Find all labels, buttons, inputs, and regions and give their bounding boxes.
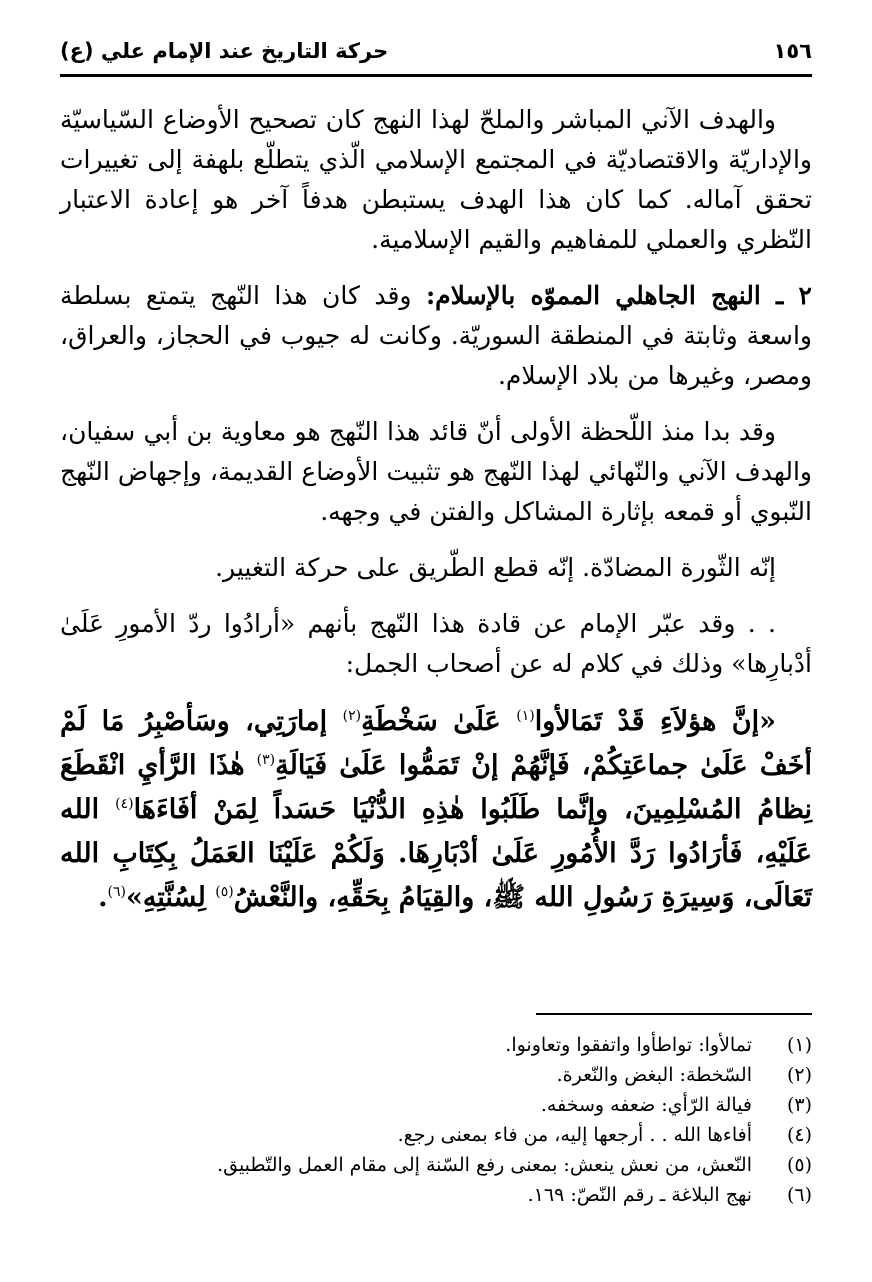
page-header xyxy=(60,34,812,68)
paragraph-4: إنّه الثّورة المضادّة. إنّه قطع الطّريق على حركة التغيير. xyxy=(215,553,776,582)
footnote-text: تمالأوا: تواطأوا واتفقوا وتعاونوا. xyxy=(505,1034,752,1056)
section-heading: ٢ ـ النهج الجاهلي المموّه بالإسلام: xyxy=(425,281,812,310)
paragraph-2-text: وقد كان هذا النّهج يتمتع بسلطة واسعة وثابتة في المنطقة السوريّة. وكانت له جيوب في الحجاز، والعراق، ومصر، وغيرها من بلاد الإسلام. xyxy=(60,281,812,390)
paragraph-5: . . وقد عبّر الإمام عن قادة هذا النّهج بأنهم «أرادُوا ردّ الأمورِ عَلَىٰ أدْبارِها» وذلك في كلام له عن أصحاب الجمل: xyxy=(60,609,812,678)
running-title: حركة التاريخ عند الإمام علي (ع) xyxy=(60,39,389,63)
footnote-number: (٢) xyxy=(786,1064,812,1086)
quote-segment: إمارَتِي، وسَأصْبِرُ مَا لَمْ أخَفْ عَلَىٰ جماعَتِكُمْ، فَإنَّهُمْ إنْ تَمَمُّوا عَلَىٰ فَيَالَةِ xyxy=(60,706,812,781)
footnote-text: النّعش، من نعش ينعش: بمعنى رفع السّنة إلى مقام العمل والتّطبيق. xyxy=(217,1154,752,1176)
footnote-text: أفاءها الله . . أرجعها إليه، من فاء بمعنى رجع. xyxy=(397,1124,752,1146)
footnote-number: (٣) xyxy=(786,1094,812,1116)
footnote-ref: (٤) xyxy=(115,796,134,812)
footnote-item xyxy=(60,1120,812,1150)
footnote-item xyxy=(60,1030,812,1060)
footnote-text: السّخطة: البغض والنّعرة. xyxy=(556,1064,752,1086)
footnote-number: (٦) xyxy=(786,1184,812,1206)
quote-segment: عَلَىٰ سَخْطَةِ xyxy=(361,706,517,737)
header-divider xyxy=(60,74,812,77)
quote-segment: «إنَّ هؤلاَءِ قَدْ تَمَالأوا xyxy=(534,706,777,737)
footnote-number: (٥) xyxy=(786,1154,812,1176)
footnote-number: (١) xyxy=(786,1034,812,1056)
quote-segment: الله عَلَيْهِ، فَأرَادُوا رَدَّ الأُمُورِ عَلَىٰ أدْبَارِهَا. وَلَكُمْ عَلَيْنَا العَمَلُ بِكِتَابِ الله تَعَالَى، وَسِيرَةِ رَسُولِ الله ﷺ، والقِيَامُ بِحَقِّهِ، والنَّعْشُ xyxy=(60,794,812,913)
quote-segment: . xyxy=(98,882,108,913)
footnote-item xyxy=(60,1150,812,1180)
imam-quote xyxy=(60,700,812,920)
footnote-ref: (٢) xyxy=(342,708,362,724)
footnote-text: نهج البلاغة ـ رقم النّصّ: ١٦٩. xyxy=(527,1184,752,1206)
quote-segment: لِسُنَّتِهِ» xyxy=(125,882,216,913)
footnote-ref: (٥) xyxy=(215,884,234,900)
footnote-ref: (٣) xyxy=(256,752,276,768)
footnote-ref: (١) xyxy=(516,708,535,724)
paragraph-1: والهدف الآني المباشر والملحّ لهذا النهج كان تصحيح الأوضاع السّياسيّة والإداريّة والاقتصاديّة في المجتمع الإسلامي الّذي يتطلّع بلهفة إلى تغييرات تحقق آماله. كما كان هذا الهدف يستبطن هدفاً آخر هو إعادة الاعتبار النّظري والعملي للمفاهيم والقيم الإسلامية. xyxy=(60,105,812,254)
paragraph-3: وقد بدا منذ اللّحظة الأولى أنّ قائد هذا النّهج هو معاوية بن أبي سفيان، والهدف الآني والنّهائي لهذا النّهج هو تثبيت الأوضاع القديمة، وإجهاض النّهج النّبوي أو قمعه بإثارة المشاكل والفتن في وجهه. xyxy=(60,417,812,526)
footnote-divider xyxy=(536,1013,812,1015)
footnote-item xyxy=(60,1090,812,1120)
footnote-number: (٤) xyxy=(786,1124,812,1146)
footnote-item xyxy=(60,1060,812,1090)
footnotes-list xyxy=(60,1030,812,1210)
page-number: ١٥٦ xyxy=(773,39,812,63)
footnote-item xyxy=(60,1180,812,1210)
footnote-text: فيالة الرّأي: ضعفه وسخفه. xyxy=(540,1094,752,1116)
quote-segment: هٰذَا الرَّأيِ انْقَطَعَ نِظامُ المُسْلِمِينَ، وإنَّما طَلَبُوا هٰذِهِ الدُّنْيَا حَسَداً لِمَنْ أفَاءَهَا xyxy=(60,750,812,825)
main-text xyxy=(60,100,812,936)
footnote-ref: (٦) xyxy=(107,884,126,900)
paragraph-2 xyxy=(60,276,812,396)
